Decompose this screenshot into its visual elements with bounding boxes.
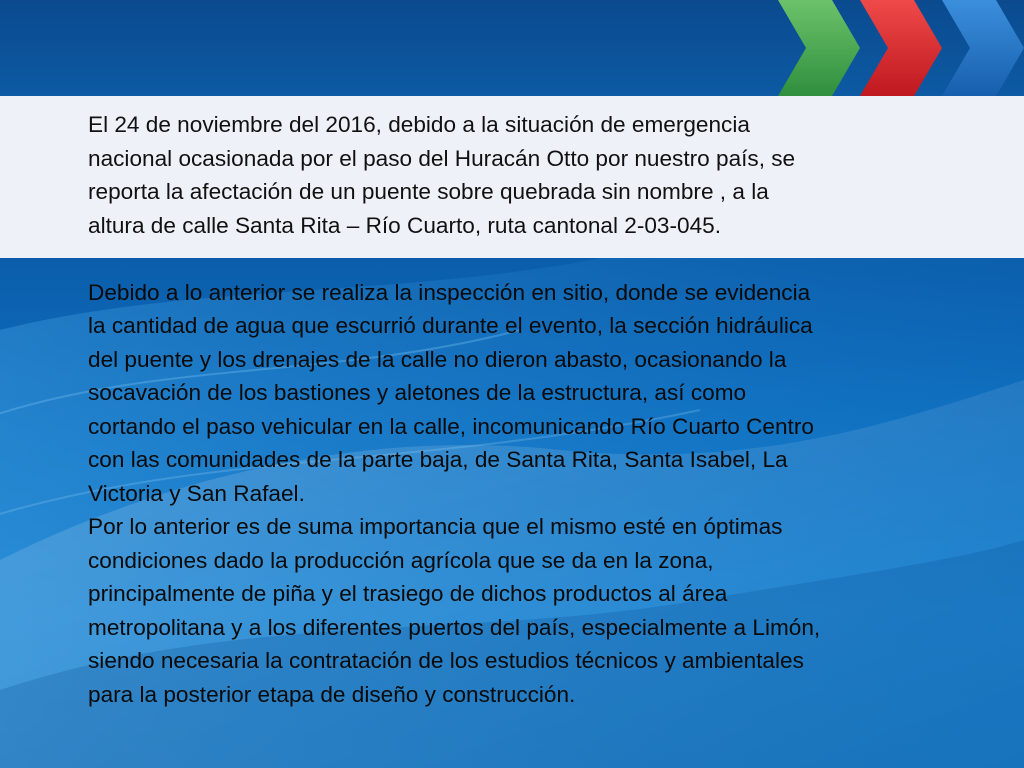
paragraph-importance: Por lo anterior es de suma importancia que el mismo esté en óptimas condiciones dado la producción agrícola que se da en la zona, principalmente de piña y el trasiego de dichos productos al área metropolitana y a los diferentes puertos del país, especialmente a Limón, siendo necesaria la contratación de los estudios técnicos y ambientales para la posterior etapa de diseño y construcción. [88, 514, 821, 707]
chevron-red-icon [860, 0, 942, 96]
paragraph-inspection: Debido a lo anterior se realiza la inspección en sitio, donde se evidencia la cantidad de agua que escurrió durante el evento, la sección hidráulica del puente y los drenajes de la calle no dieron abasto, ocasionando la socavación de los bastiones y aletones de la estructura, así como cortando el paso vehicular en la calle, incomunicando Río Cuarto Centro con las comunidades de la parte baja, de Santa Rita, Santa Isabel, La Victoria y San Rafael. [88, 279, 814, 506]
chevron-decoration [764, 0, 1024, 96]
paragraph-incident: El 24 de noviembre del 2016, debido a la situación de emergencia nacional ocasionada por el paso del Huracán Otto por nuestro país, se reporta la afectación de un puente sobre quebrada sin nombre , a la altura de calle Santa Rita – Río Cuarto, ruta cantonal 2-03-045. [88, 112, 796, 238]
body-text [88, 108, 968, 711]
chevron-blue-icon [942, 0, 1024, 96]
chevron-green-icon [778, 0, 860, 96]
